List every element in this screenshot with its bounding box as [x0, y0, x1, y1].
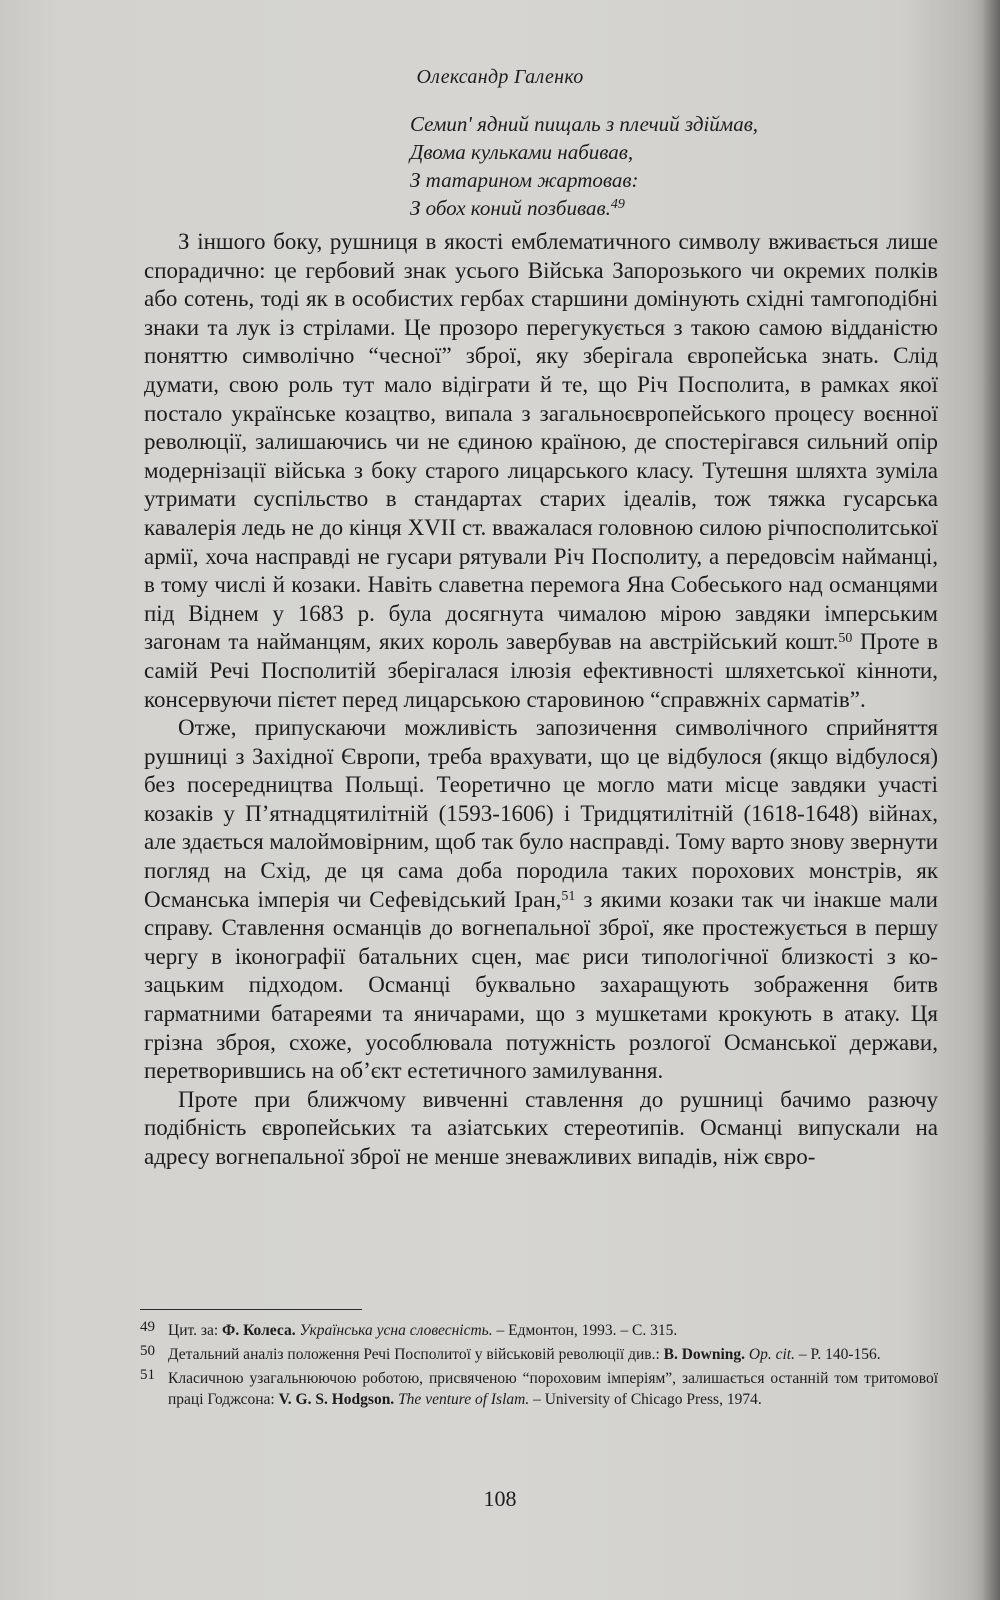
footnote-number: 49	[140, 1319, 155, 1335]
poem-line: Семип' ядний пищаль з плечий здіймав,	[410, 112, 759, 136]
footnote-post: – P. 140-156.	[794, 1346, 881, 1363]
footnote-50	[140, 1344, 938, 1365]
footnote-51	[140, 1368, 938, 1410]
paragraph-text: З іншого боку, рушниця в якості емблематичного символу вживається лише спорадично: це гербовий знак усього Війська Запорозького чи окремих полків або сотень, тоді як в особистих гербах старшини домінують східні тамгоподібні знаки та лук із стрілами. Це прозоро перегукується з такою самою відданістю поняттю символічно “чесної” зброї, яку зберігала європейська знать. Слід думати, свою роль тут мало відіграти й те, що Річ Посполита, в рамках якої постало українське козацтво, випала з загальноєвропейського процесу воєнної революції, залишаючись чи не єдиною країною, де спостерігався сильний опір модернізації війська з боку старого лицарського класу. Тутешня шляхта зуміла утримати суспільство в стандартах старих ідеалів, тож тяжка гусарська кавалерія ледь не до кінця XVII ст. вважалася головною силою річпосполитської армії, хоча насправді не гусари рятували Річ Посполиту, а передовсім найманці, в тому числі й козаки. Навіть славетна перемога Яна Собеського над османцями під Віднем у 1683 р. була досягнута чималою мірою завдяки імперським загонам та найманцям, яких король завербував на австрійський кошт.	[144, 229, 938, 655]
paragraph-text: Отже, припускаючи можливість запозичення символічного сприйняття рушниці з Західної Європи, треба врахувати, що це відбулося (якщо відбулося) без посередництва Польщі. Теоретично це могло мати місце завдяки участі козаків у П’ятнадцятилітній (1593-1606) і Тридцятилітній (1618-1648) війнах, але здається малоймовірним, щоб так було насправді. Тому варто знову звернути погляд на Схід, де ця сама доба породила таких порохових монстрів, як Османська імперія чи Сефевідський Іран,	[144, 715, 938, 912]
footnote-49	[140, 1320, 938, 1341]
paragraph-text: Проте в самій Речі Посполитій зберігалася ілюзія ефективності шляхетської кінноти, консервуючи пієтет перед лицарською старовиною “справжніх сарматів”.	[144, 629, 938, 712]
poem-line: З татарином жартовав:	[410, 168, 639, 192]
main-text	[144, 228, 938, 1172]
poem-line: Двома кульками набивав,	[410, 140, 634, 164]
footnote-number: 50	[140, 1343, 155, 1359]
poem-line	[410, 194, 758, 222]
footnote-post: – Едмонтон, 1993. – С. 315.	[492, 1322, 678, 1339]
paragraph-2	[144, 714, 938, 1086]
paragraph-1	[144, 228, 938, 714]
running-header: Олександр Галенко	[416, 66, 584, 88]
footnote-author: B. Downing.	[663, 1346, 746, 1363]
book-spine-shadow	[982, 0, 1000, 1600]
footnote-ref-50[interactable]: 50	[838, 631, 853, 647]
footnote-divider	[140, 1309, 362, 1310]
footnote-text	[168, 1320, 938, 1341]
footnote-ref-51[interactable]: 51	[561, 888, 576, 904]
poem-quote	[410, 110, 758, 222]
page-number: 108	[483, 1486, 517, 1511]
footnote-title: Українська усна словесність.	[295, 1322, 493, 1339]
footnote-pre: Цит. за:	[168, 1322, 223, 1339]
footnote-post: – University of Chicago Press, 1974.	[529, 1391, 762, 1408]
footnote-pre: Класичною узагальнюючою роботою, присвяченою “пороховим імперіям”, залишається останній том тритомової праці Годжсона:	[168, 1370, 938, 1408]
footnote-pre: Детальний аналіз положення Речі Посполитої у військовій революції див.:	[168, 1346, 664, 1363]
poem-line-text: З обох коний позбивав.	[410, 196, 611, 220]
footnote-author: Ф. Колеса.	[222, 1322, 296, 1339]
footnote-text	[168, 1344, 938, 1365]
footnote-ref-49[interactable]: 49	[610, 197, 625, 212]
paragraph-3: Проте при ближчому вивченні ставлення до рушниці бачимо разючу подібність європейських та азіатських стереотипів. Османці випускали на адресу вогнепальної зброї не менше зневажливих випадів, ніж євро-	[144, 1086, 938, 1169]
footnote-text	[168, 1368, 938, 1410]
footnote-author: V. G. S. Hodgson.	[278, 1391, 395, 1408]
footnote-title: Op. cit.	[745, 1346, 795, 1363]
paragraph-text: з якими козаки так чи інакше мали справу. Ставлення османців до вогнепальної зброї, яке простежується в першу чергу в іконографії батальних сцен, має риси типологічної близкості з козацьким підходом. Османці буквально захаращують зображення битв гарматними батареями та яничарами, що з мушкетами крокують в атаку. Ця грізна зброя, схоже, уособлювала потужність розлогої Османської держави, перетворившись на об’єкт естетичного замилування.	[144, 886, 938, 1084]
footnotes	[140, 1320, 938, 1413]
footnote-title: The venture of Islam.	[394, 1391, 530, 1408]
footnote-number: 51	[140, 1367, 155, 1383]
